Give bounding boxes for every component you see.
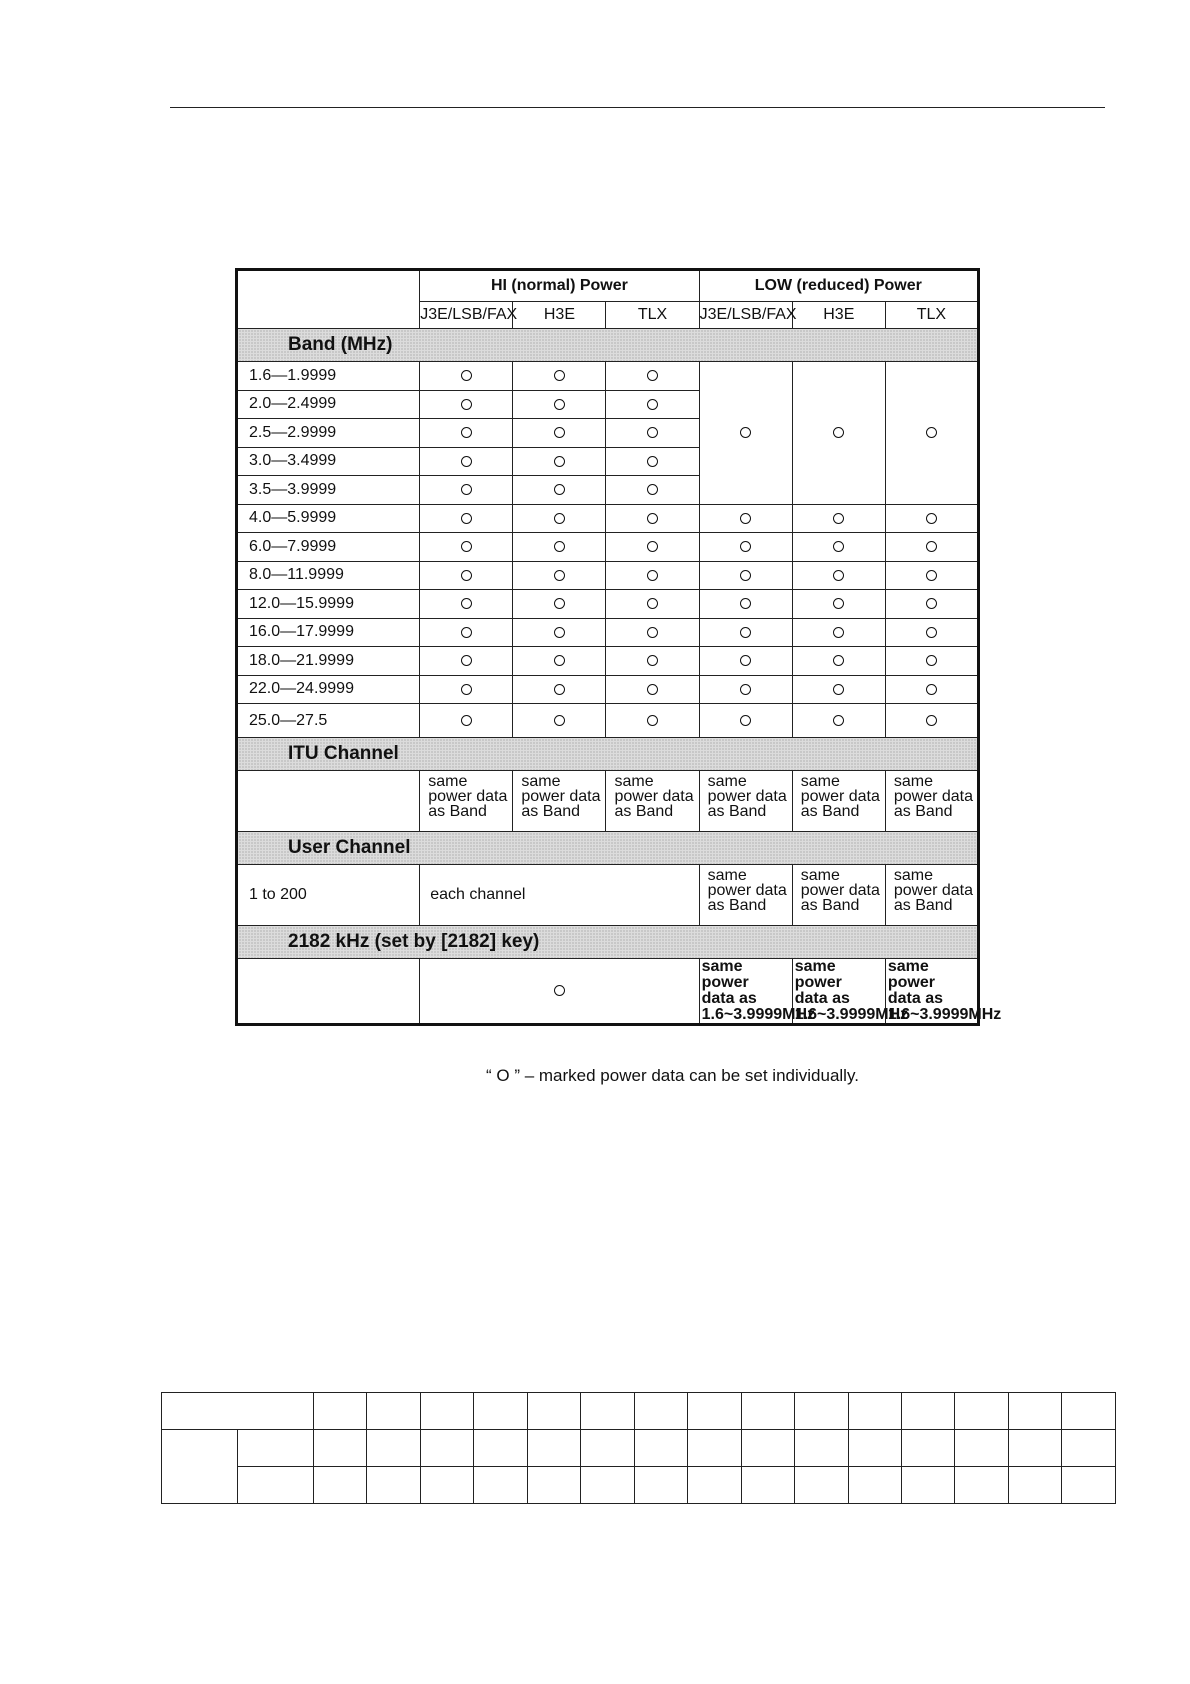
low-power-merged-mark (699, 362, 792, 505)
band-range-label: 12.0—15.9999 (237, 590, 420, 619)
circle-mark-icon (833, 427, 844, 438)
hi-power-mark (606, 390, 699, 419)
page-header-rule (170, 107, 1105, 108)
hi-power-mark (420, 704, 513, 738)
note-line: power data (893, 882, 974, 899)
low-power-mark (699, 618, 792, 647)
band-row (237, 704, 979, 738)
note-line: data as (887, 990, 943, 1007)
hi-power-mark (513, 447, 606, 476)
hi-power-mark (606, 704, 699, 738)
band-row (237, 675, 979, 704)
note-line: power data (800, 788, 880, 805)
grid-cell (1062, 1430, 1116, 1467)
itu-same-power-cell (606, 771, 699, 832)
khz-low-same-power-cell (792, 958, 909, 1025)
revision-record-grid (161, 1392, 1116, 1504)
circle-mark-icon (554, 627, 565, 638)
band-range-label: 22.0—24.9999 (237, 675, 420, 704)
circle-mark-icon (647, 484, 658, 495)
note-line: same power (794, 958, 842, 991)
circle-mark-icon (554, 598, 565, 609)
note-line: same (707, 867, 747, 884)
band-range-label: 3.0—3.4999 (237, 447, 420, 476)
grid-cell (474, 1467, 527, 1504)
itu-section-title: ITU Channel (237, 738, 979, 771)
band-row (237, 362, 979, 391)
circle-mark-icon (740, 684, 751, 695)
hi-power-mark (606, 647, 699, 676)
circle-mark-icon (554, 541, 565, 552)
user-section-title: User Channel (237, 832, 979, 865)
note-line: power data (614, 788, 694, 805)
hi-power-mark (513, 533, 606, 562)
low-power-header: LOW (reduced) Power (699, 270, 978, 302)
low-power-mark (885, 561, 978, 590)
grid-cell (1062, 1393, 1116, 1430)
grid-cell (367, 1467, 420, 1504)
hi-power-mark (513, 618, 606, 647)
band-row (237, 590, 979, 619)
grid-cell (848, 1393, 901, 1430)
circle-mark-icon (740, 715, 751, 726)
band-row (237, 618, 979, 647)
grid-cell (688, 1467, 741, 1504)
circle-mark-icon (740, 598, 751, 609)
band-row (237, 504, 979, 533)
band-range-label: 18.0—21.9999 (237, 647, 420, 676)
hi-power-mark (513, 390, 606, 419)
hi-power-mark (606, 476, 699, 505)
mode-header: TLX (606, 302, 699, 329)
hi-power-mark (420, 447, 513, 476)
grid-cell (634, 1430, 687, 1467)
band-range-label: 25.0—27.5 (237, 704, 420, 738)
low-power-mark (885, 504, 978, 533)
grid-cell (314, 1393, 367, 1430)
grid-cell (634, 1393, 687, 1430)
note-line: as Band (893, 803, 953, 820)
hi-power-mark (420, 419, 513, 448)
circle-mark-icon (461, 484, 472, 495)
hi-power-mark (513, 590, 606, 619)
circle-mark-icon (647, 513, 658, 524)
circle-mark-icon (833, 655, 844, 666)
band-range-label: 8.0—11.9999 (237, 561, 420, 590)
circle-mark-icon (740, 627, 751, 638)
circle-mark-icon (740, 541, 751, 552)
grid-cell (634, 1467, 687, 1504)
note-line: as Band (800, 897, 860, 914)
circle-mark-icon (647, 598, 658, 609)
circle-mark-icon (926, 655, 937, 666)
circle-mark-icon (647, 655, 658, 666)
hi-power-mark (513, 675, 606, 704)
circle-mark-icon (833, 541, 844, 552)
grid-cell (1008, 1430, 1061, 1467)
band-range-label: 16.0—17.9999 (237, 618, 420, 647)
circle-mark-icon (926, 570, 937, 581)
hi-power-mark (606, 362, 699, 391)
low-power-mark (792, 675, 885, 704)
hi-power-mark (513, 704, 606, 738)
hi-power-mark (606, 675, 699, 704)
circle-mark-icon (461, 370, 472, 381)
circle-mark-icon (461, 627, 472, 638)
circle-mark-icon (647, 427, 658, 438)
grid-cell (367, 1430, 420, 1467)
circle-mark-icon (554, 427, 565, 438)
mode-header: TLX (885, 302, 978, 329)
note-line: same (800, 773, 840, 790)
grid-cell (901, 1393, 954, 1430)
circle-mark-icon (647, 370, 658, 381)
hi-power-mark (513, 476, 606, 505)
note-line: 1.6~3.9999MHz (701, 1006, 816, 1023)
note-line: power data (800, 882, 880, 899)
khz-hi-mark (420, 959, 699, 1025)
hi-power-mark (420, 504, 513, 533)
itu-label-cell (237, 771, 420, 832)
note-line: same (707, 773, 747, 790)
hi-power-mark (420, 476, 513, 505)
low-power-mark (885, 590, 978, 619)
hi-power-mark (606, 561, 699, 590)
low-power-mark (699, 675, 792, 704)
circle-mark-icon (740, 427, 751, 438)
low-power-mark (792, 647, 885, 676)
low-power-mark (885, 675, 978, 704)
khz-low-same-power-cell (885, 958, 1002, 1025)
hi-power-mark (606, 419, 699, 448)
grid-cell (420, 1467, 473, 1504)
itu-same-power-cell (420, 771, 513, 832)
grid-cell (474, 1393, 527, 1430)
low-power-mark (699, 504, 792, 533)
hi-power-mark (420, 390, 513, 419)
note-line: as Band (800, 803, 860, 820)
hi-power-header: HI (normal) Power (420, 270, 699, 302)
grid-cell (162, 1430, 238, 1504)
grid-cell (741, 1430, 794, 1467)
grid-cell (527, 1430, 580, 1467)
low-power-mark (792, 704, 885, 738)
grid-cell (581, 1430, 634, 1467)
grid-cell (581, 1467, 634, 1504)
low-power-mark (885, 704, 978, 738)
low-power-mark (885, 647, 978, 676)
note-line: same (893, 773, 933, 790)
note-line: same (614, 773, 654, 790)
mode-header: J3E/LSB/FAX (420, 302, 513, 329)
band-row (237, 533, 979, 562)
hi-power-mark (513, 647, 606, 676)
grid-cell (314, 1430, 367, 1467)
grid-cell (474, 1430, 527, 1467)
hi-power-mark (606, 504, 699, 533)
circle-mark-icon (461, 456, 472, 467)
circle-mark-icon (554, 370, 565, 381)
circle-mark-icon (833, 684, 844, 695)
itu-same-power-cell (792, 771, 885, 832)
note-line: same (893, 867, 933, 884)
band-range-label: 2.5—2.9999 (237, 419, 420, 448)
note-line: power data (893, 788, 974, 805)
circle-mark-icon (647, 541, 658, 552)
grid-cell (367, 1393, 420, 1430)
circle-mark-icon (740, 513, 751, 524)
grid-cell (1008, 1467, 1061, 1504)
band-range-label: 4.0—5.9999 (237, 504, 420, 533)
circle-mark-icon (554, 484, 565, 495)
user-low-same-power-cell (699, 865, 792, 926)
note-line: data as (794, 990, 850, 1007)
grid-cell (741, 1467, 794, 1504)
hi-power-mark (420, 647, 513, 676)
circle-mark-icon (461, 399, 472, 410)
header-corner-cell (237, 270, 420, 329)
khz-section-title: 2182 kHz (set by [2182] key) (237, 926, 979, 959)
note-line: as Band (521, 803, 581, 820)
low-power-mark (792, 504, 885, 533)
low-power-mark (792, 533, 885, 562)
hi-power-mark (420, 362, 513, 391)
grid-cell (238, 1467, 314, 1504)
circle-mark-icon (833, 598, 844, 609)
circle-mark-icon (461, 541, 472, 552)
circle-mark-icon (554, 684, 565, 695)
note-line: 1.6~3.9999MHz (887, 1006, 1002, 1023)
grid-cell (1062, 1467, 1116, 1504)
band-range-label: 2.0—2.4999 (237, 390, 420, 419)
note-line: as Band (893, 897, 953, 914)
circle-mark-icon (833, 513, 844, 524)
grid-cell (581, 1393, 634, 1430)
circle-mark-icon (461, 513, 472, 524)
circle-mark-icon (461, 570, 472, 581)
circle-mark-icon (926, 715, 937, 726)
circle-mark-icon (740, 570, 751, 581)
khz-low-same-power-cell (699, 958, 816, 1025)
grid-cell (420, 1393, 473, 1430)
band-range-label: 3.5—3.9999 (237, 476, 420, 505)
mode-header: H3E (513, 302, 606, 329)
note-line: data as (701, 990, 757, 1007)
low-power-mark (699, 647, 792, 676)
grid-cell (688, 1430, 741, 1467)
grid-cell (527, 1393, 580, 1430)
hi-power-mark (420, 561, 513, 590)
low-power-merged-mark (792, 362, 885, 505)
note-line: same power (701, 958, 749, 991)
itu-same-power-cell (885, 771, 978, 832)
itu-same-power-cell (699, 771, 792, 832)
low-power-mark (699, 533, 792, 562)
circle-mark-icon (926, 513, 937, 524)
low-power-mark (792, 618, 885, 647)
grid-cell (848, 1430, 901, 1467)
grid-cell (795, 1393, 848, 1430)
circle-mark-icon (461, 427, 472, 438)
circle-mark-icon (554, 456, 565, 467)
grid-cell (238, 1430, 314, 1467)
low-power-merged-mark (885, 362, 978, 505)
power-data-table (235, 268, 1002, 1026)
itu-same-power-cell (513, 771, 606, 832)
note-line: 1.6~3.9999MHz (794, 1006, 909, 1023)
grid-cell (901, 1467, 954, 1504)
low-power-mark (699, 561, 792, 590)
note-line: same (428, 773, 468, 790)
circle-mark-icon (740, 655, 751, 666)
grid-cell (955, 1430, 1008, 1467)
circle-mark-icon (461, 684, 472, 695)
circle-mark-icon (554, 399, 565, 410)
note-line: as Band (707, 897, 767, 914)
note-line: as Band (614, 803, 674, 820)
note-line: power data (428, 788, 508, 805)
grid-cell (162, 1393, 314, 1430)
grid-cell (741, 1393, 794, 1430)
hi-power-mark (513, 419, 606, 448)
grid-cell (901, 1430, 954, 1467)
hi-power-mark (513, 561, 606, 590)
note-line: power data (707, 882, 787, 899)
low-power-mark (885, 618, 978, 647)
circle-mark-icon (554, 715, 565, 726)
grid-cell (795, 1430, 848, 1467)
circle-mark-icon (833, 715, 844, 726)
grid-cell (795, 1467, 848, 1504)
circle-mark-icon (647, 456, 658, 467)
low-power-mark (885, 533, 978, 562)
hi-power-mark (420, 590, 513, 619)
note-line: same (800, 867, 840, 884)
circle-mark-icon (647, 627, 658, 638)
grid-cell (420, 1430, 473, 1467)
circle-mark-icon (926, 684, 937, 695)
hi-power-mark (606, 590, 699, 619)
low-power-mark (792, 590, 885, 619)
circle-mark-icon (926, 627, 937, 638)
band-row (237, 647, 979, 676)
circle-mark-icon (461, 715, 472, 726)
user-low-same-power-cell (792, 865, 885, 926)
hi-power-mark (420, 618, 513, 647)
low-power-mark (699, 704, 792, 738)
hi-power-mark (606, 447, 699, 476)
footnote: “ O ” – marked power data can be set individually. (486, 1066, 859, 1085)
note-line: power data (521, 788, 601, 805)
circle-mark-icon (926, 541, 937, 552)
circle-mark-icon (554, 985, 565, 996)
circle-mark-icon (647, 399, 658, 410)
circle-mark-icon (647, 715, 658, 726)
user-low-same-power-cell (885, 865, 978, 926)
band-section-title: Band (MHz) (237, 329, 979, 362)
circle-mark-icon (833, 570, 844, 581)
circle-mark-icon (926, 598, 937, 609)
low-power-mark (699, 590, 792, 619)
grid-cell (688, 1393, 741, 1430)
grid-cell (955, 1393, 1008, 1430)
grid-cell (1008, 1393, 1061, 1430)
note-line: same (521, 773, 561, 790)
hi-power-mark (606, 533, 699, 562)
band-range-label: 6.0—7.9999 (237, 533, 420, 562)
circle-mark-icon (647, 570, 658, 581)
circle-mark-icon (926, 427, 937, 438)
hi-power-mark (420, 675, 513, 704)
circle-mark-icon (554, 570, 565, 581)
mode-header: H3E (792, 302, 885, 329)
circle-mark-icon (461, 655, 472, 666)
note-line: same power (887, 958, 935, 991)
khz-label-cell (237, 959, 420, 1025)
hi-power-mark (513, 504, 606, 533)
user-hi-each-channel: each channel (420, 865, 699, 926)
circle-mark-icon (554, 513, 565, 524)
band-row (237, 561, 979, 590)
hi-power-mark (606, 618, 699, 647)
grid-cell (955, 1467, 1008, 1504)
hi-power-mark (513, 362, 606, 391)
note-line: as Band (428, 803, 487, 820)
band-range-label: 1.6—1.9999 (237, 362, 420, 391)
note-line: power data (707, 788, 787, 805)
grid-cell (848, 1467, 901, 1504)
circle-mark-icon (647, 684, 658, 695)
user-channel-range: 1 to 200 (237, 865, 420, 926)
mode-header: J3E/LSB/FAX (699, 302, 792, 329)
note-line: as Band (707, 803, 767, 820)
circle-mark-icon (461, 598, 472, 609)
low-power-mark (792, 561, 885, 590)
hi-power-mark (420, 533, 513, 562)
circle-mark-icon (833, 627, 844, 638)
grid-cell (314, 1467, 367, 1504)
circle-mark-icon (554, 655, 565, 666)
grid-cell (527, 1467, 580, 1504)
